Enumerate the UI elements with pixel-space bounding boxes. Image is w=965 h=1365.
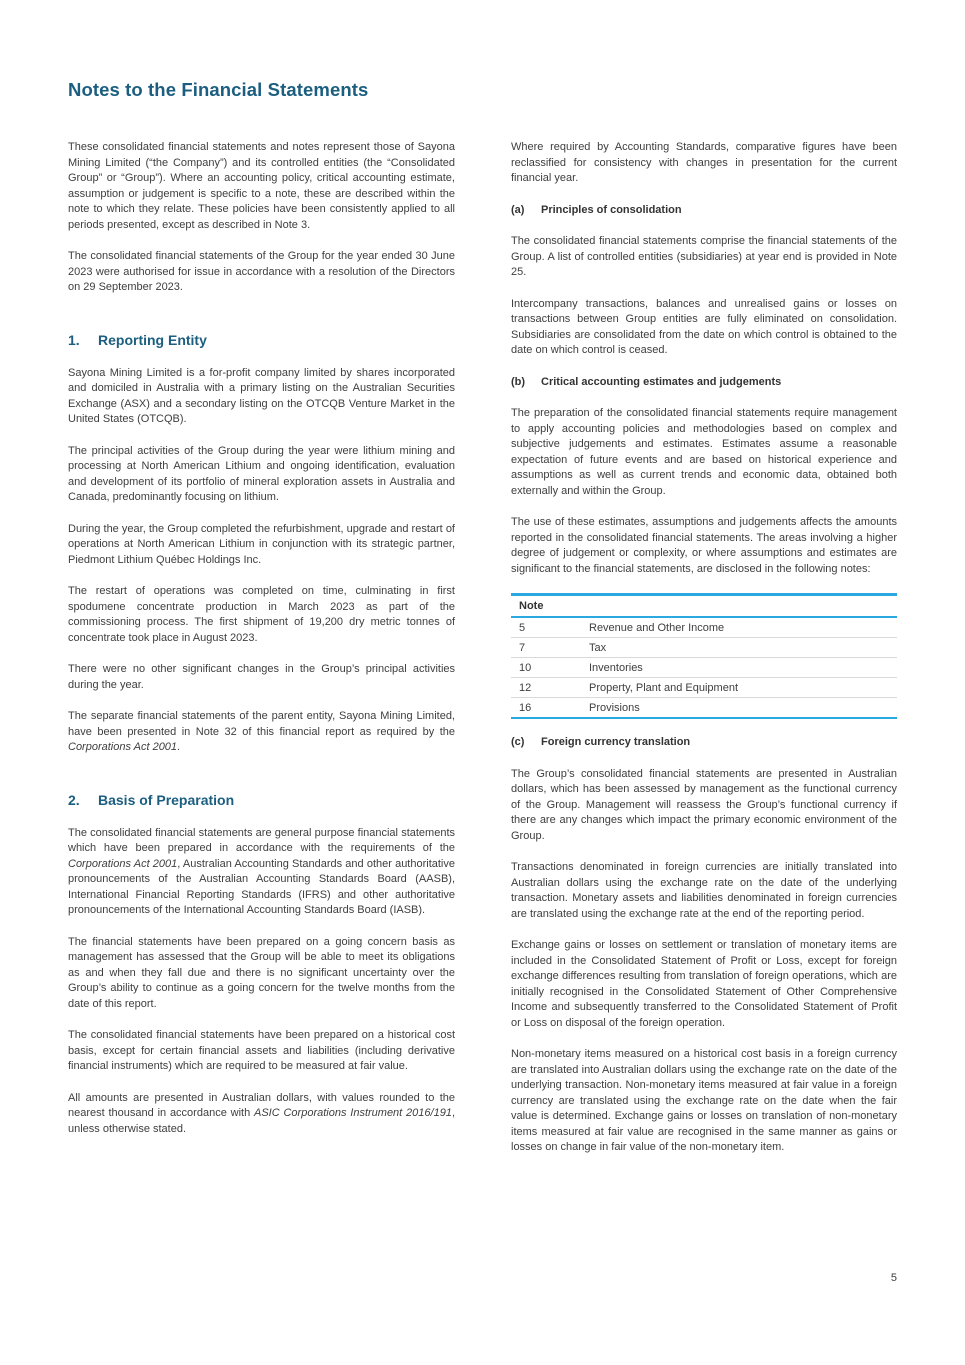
right-column [511,140,897,1172]
subheading-title: Critical accounting estimates and judgements [541,375,782,388]
note-number: 5 [519,622,526,634]
note-number: 10 [519,662,532,674]
subheading-label: (b) [511,375,526,388]
paragraph: The restart of operations was completed on time, culminating in first spodumene concentrate production in March 2023 as part of the commissioning process. The first shipment of 19,200 dry metric tonnes of concentrate took place in August 2023. [68,585,455,644]
section-title: Reporting Entity [98,331,207,348]
paragraph: The separate financial statements of the parent entity, Sayona Mining Limited, have been presented in Note 32 of this financial report as required by the Corporations Act 2001. [68,710,455,753]
subheading-title: Principles of consolidation [541,203,682,216]
subheading-principles-of-consolidation [511,203,897,219]
note-number: 12 [519,682,532,694]
note-label: Inventories [589,662,643,674]
table-row [511,618,897,637]
paragraph: The use of these estimates, assumptions and judgements affects the amounts reported in the consolidated financial statements. The areas involving a higher degree of judgement or complexity, or where assumptions and estimates are significant to the financial statements, are disclosed in the following notes: [511,516,897,575]
paragraph: The consolidated financial statements of the Group for the year ended 30 June 2023 were authorised for issue in accordance with a resolution of the Directors on 29 September 2023. [68,250,455,293]
paragraph: Non-monetary items measured on a historical cost basis in a foreign currency are translated into Australian dollars using the exchange rate on the date of the underlying transaction. Non-monetary items measured at fair value in a foreign currency are translated using the exchange rate on the date when the fair value is determined. Exchange gains or losses on translation of non-monetary items measured at fair value are recognised in the same manner as gains or losses on change in fair value of the non-monetary item. [511,1048,897,1153]
table-row [511,697,897,717]
note-number: 16 [519,702,532,714]
note-label: Provisions [589,702,640,714]
page-number: 5 [890,1272,897,1284]
paragraph: All amounts are presented in Australian dollars, with values rounded to the nearest thousand in accordance with ASIC Corporations Instrument 2016/191, unless otherwise stated. [68,1091,455,1135]
left-column [68,140,455,1153]
subheading-foreign-currency-translation [511,735,897,751]
section-title: Basis of Preparation [98,791,235,808]
table-row [511,637,897,657]
page-title: Notes to the Financial Statements [68,79,369,100]
table-row [511,657,897,677]
paragraph: Transactions denominated in foreign currencies are initially translated into Australian dollars using the exchange rate on the date of the underlying transaction. Monetary assets and liabilities denominated in foreign currencies are translated using the exchange rate at the end of the reporting period. [511,861,897,920]
paragraph: During the year, the Group completed the refurbishment, upgrade and restart of operations at North American Lithium in conjunction with its strategic partner, Piedmont Lithium Québec Holdings Inc. [68,522,455,566]
paragraph: These consolidated financial statements and notes represent those of Sayona Mining Limited (“the Company”) and its controlled entities (the “Consolidated Group” or “Group”). Where an accounting policy, critical accounting estimate, assumption or judgement is specific to a note, these are described within the note to which they relate. These policies have been consistently applied to all periods presented, except as described in Note 3. [68,141,455,231]
section-number: 2. [68,791,80,808]
paragraph: Exchange gains or losses on settlement or translation of monetary items are included in the Consolidated Statement of Profit or Loss, except for foreign exchange differences resulting from translation of foreign operations, which are initially recognised in the Consolidated Statement of Other Comprehensive Income and subsequently transferred to the Consolidated Statement of Profit or Loss on disposal of the foreign operation. [511,939,897,1029]
note-label: Revenue and Other Income [589,622,725,634]
note-label: Property, Plant and Equipment [589,682,738,694]
subheading-label: (c) [511,736,525,748]
subheading-label: (a) [511,203,525,216]
paragraph: The consolidated financial statements comprise the financial statements of the Group. A list of controlled entities (subsidiaries) at year end is provided in Note 25. [511,235,897,278]
subheading-title: Foreign currency translation [541,736,691,748]
paragraph: The Group’s consolidated financial statements are presented in Australian dollars, which has been assessed by management as the functional currency of the Group. Management will reassess the Group’s functional currency if there are any changes which impact the primary economic environment of the Group. [511,767,897,842]
table-header-note: Note [511,596,897,618]
note-label: Tax [589,642,607,654]
paragraph: The principal activities of the Group during the year were lithium mining and processing at North American Lithium and ongoing identification, evaluation and development of its portfolio of mineral exploration assets in Australia and Canada, predominantly focusing on lithium. [68,444,455,503]
subheading-critical-estimates [511,375,897,391]
paragraph: The consolidated financial statements are general purpose financial statements which have been prepared in accordance with the requirements of the Corporations Act 2001, Australian Accounting Standards and other authoritative pronouncements of the Australian Accounting Standards Board (AASB), International Financial Reporting Standards (IFRS) and other authoritative pronouncements of the International Accounting Standards Board (IASB). [68,826,455,916]
paragraph: Intercompany transactions, balances and unrealised gains or losses on transactions between Group entities are fully eliminated on consolidation. Subsidiaries are consolidated from the date on which control is obtained to the date on which control is ceased. [511,297,897,356]
note-number: 7 [519,642,526,654]
paragraph: The preparation of the consolidated financial statements require management to apply accounting policies and methodologies based on complex and subjective judgements and estimates. Estimates assume a reasonable expectation of future events and are based on historical experience and assumptions as well as current trends and economic data, obtained both externally and within the Group. [511,407,897,497]
critical-estimates-notes-table [511,593,897,719]
section-heading-basis-of-preparation [68,790,455,810]
paragraph: Where required by Accounting Standards, comparative figures have been reclassified for consistency with changes in presentation for the current financial year. [511,141,897,184]
section-heading-reporting-entity [68,330,455,350]
paragraph: The consolidated financial statements have been prepared on a historical cost basis, except for certain financial assets and liabilities (including derivative financial instruments) which are required to be measured at fair value. [68,1029,455,1072]
paragraph: There were no other significant changes in the Group’s principal activities during the year. [68,663,455,691]
table-row [511,677,897,697]
paragraph: Sayona Mining Limited is a for-profit company limited by shares incorporated and domiciled in Australia with a primary listing on the Australian Securities Exchange (ASX) and a secondary listing on the OTCQB Venture Market in the United States (OTCQB). [68,366,455,425]
section-number: 1. [68,331,80,348]
paragraph: The financial statements have been prepared on a going concern basis as management has assessed that the Group will be able to meet its obligations as and when they fall due and there is no significant uncertainty over the Group’s ability to continue as a going concern for the twelve months from the date of this report. [68,935,455,1010]
